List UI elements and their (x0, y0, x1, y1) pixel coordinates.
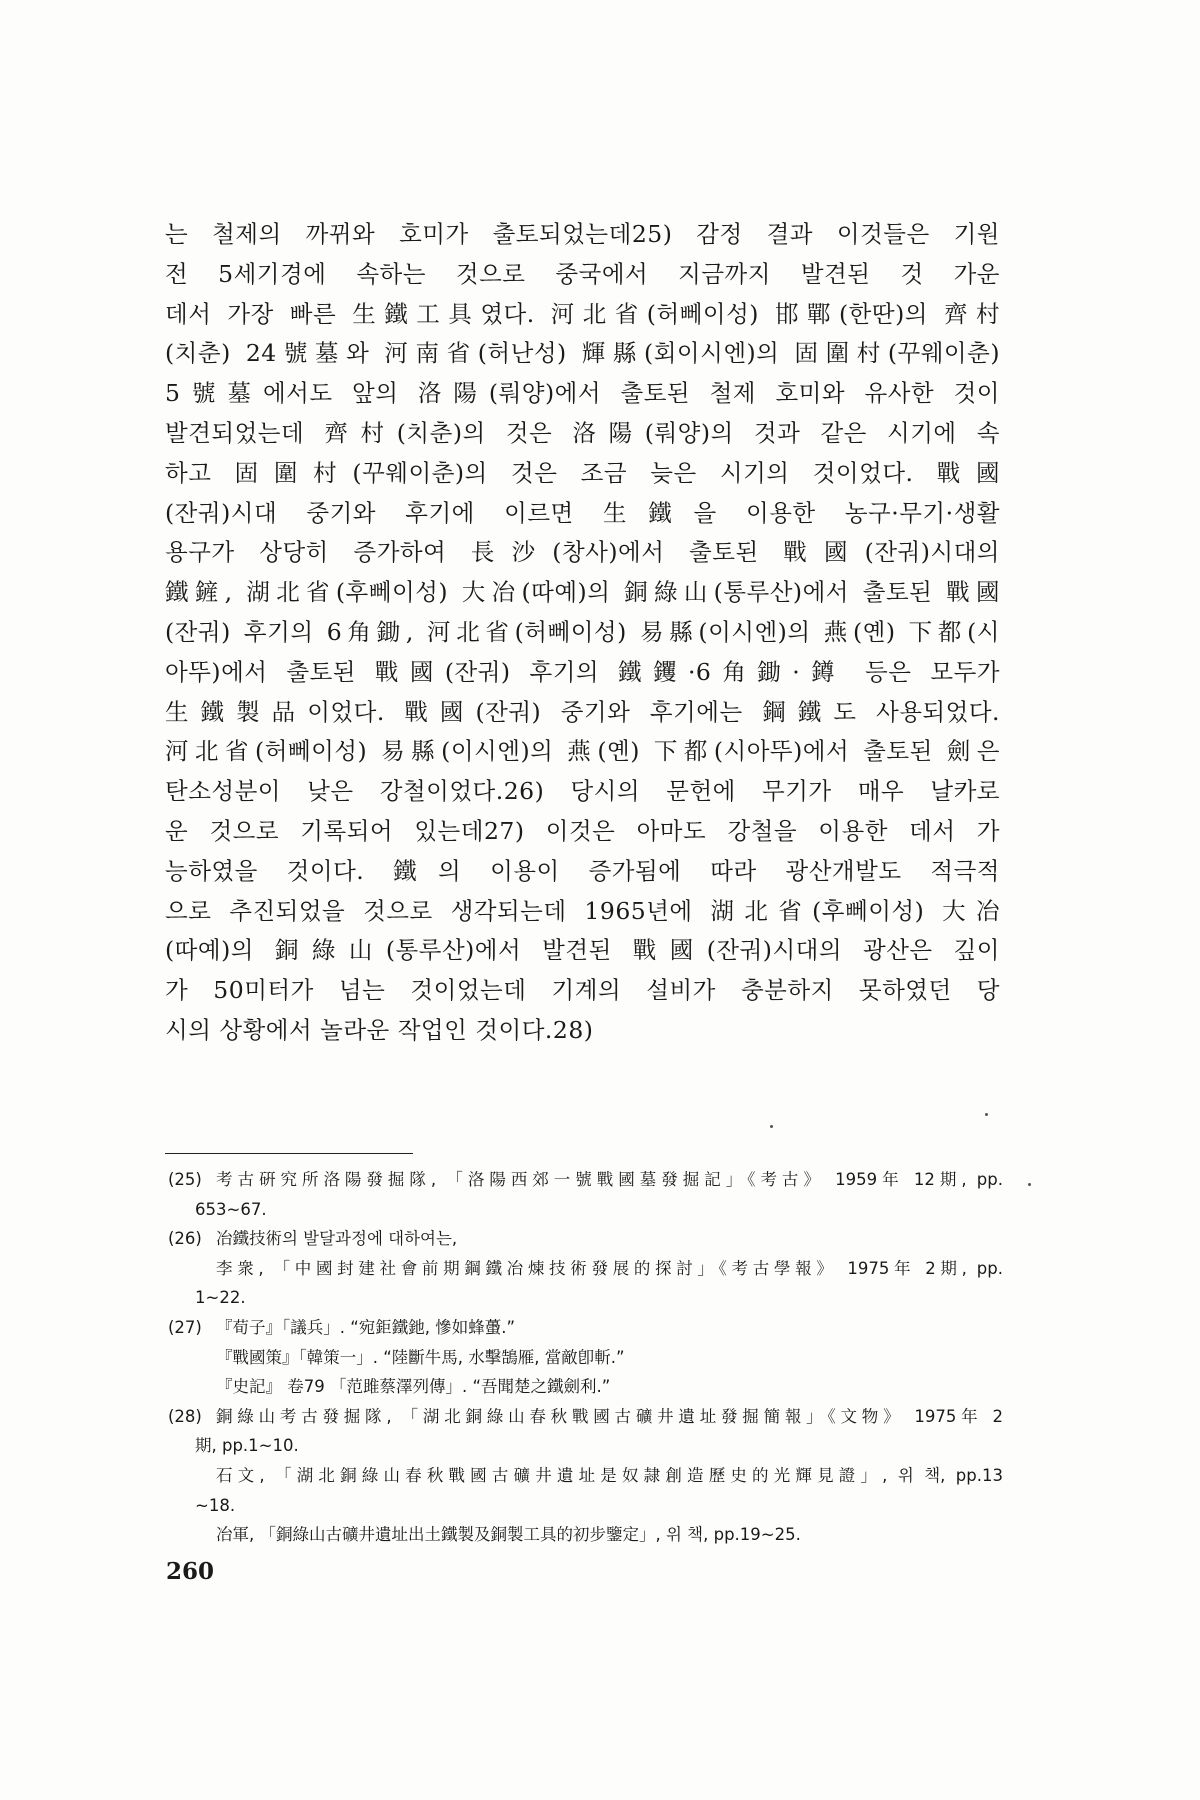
footnote-line (168, 1343, 1003, 1373)
footnote-text: 『史記』 卷79 「范雎蔡澤列傳」. “吾聞楚之鐵劍利.” (216, 1377, 611, 1397)
footnote-text: 冶軍, 「銅綠山古礦井遺址出土鐵製及銅製工具的初步鑒定」, 위 책, pp.19~25. (216, 1525, 801, 1545)
text-line: 아뚜)에서 출토된 戰國(잔궈) 후기의 鐵钁·6角鋤·鐏 등은 모두가 (165, 657, 1000, 686)
footnote-text: 考古硏究所洛陽發掘隊, 「洛陽西郊一號戰國墓發掘記」《考古》 1959年 12期, pp. (216, 1170, 1003, 1189)
footnote-number: (27) (168, 1317, 202, 1337)
footnote-line (168, 1224, 1003, 1254)
footnote-number: (28) (168, 1406, 202, 1426)
text-line: 발견되었는데 齊村(치춘)의 것은 洛陽(뤄양)의 것과 같은 시기에 속 (165, 418, 1000, 447)
footnote-text: 期, pp.1~10. (195, 1436, 299, 1456)
text-line: 河北省(허뻬이성) 易縣(이시엔)의 燕(옌) 下都(시아뚜)에서 출토된 劍은 (165, 737, 1000, 766)
text-line: 능하였을 것이다. 鐵의 이용이 증가됨에 따라 광산개발도 적극적 (165, 856, 1000, 885)
footnote-number: (25) (168, 1170, 202, 1189)
footnotes (168, 1165, 1003, 1550)
text-line: 으로 추진되었을 것으로 생각되는데 1965년에 湖北省(후뻬이성) 大冶 (165, 896, 1000, 925)
text-line: 전 5세기경에 속하는 것으로 중국에서 지금까지 발견된 것 가운 (165, 259, 1000, 288)
footnote-text: 1~22. (195, 1288, 246, 1308)
footnote-line (168, 1254, 1003, 1284)
footnote-text: ~18. (195, 1495, 236, 1515)
text-line: 용구가 상당히 증가하여 長沙(창사)에서 출토된 戰國(잔궈)시대의 (165, 538, 1000, 567)
text-line: 데서 가장 빠른 生鐵工具였다. 河北省(허뻬이성) 邯鄲(한딴)의 齊村 (165, 299, 1000, 328)
text-line: (따예)의 銅綠山(통루산)에서 발견된 戰國(잔궈)시대의 광산은 깊이 (165, 936, 1000, 965)
footnote-text: 石文, 「湖北銅綠山春秋戰國古礦井遺址是奴隷創造歷史的光輝見證」, 위 책, pp.13 (216, 1465, 1003, 1485)
footnote-line (168, 1195, 1003, 1225)
text-line: 운 것으로 기록되어 있는데27) 이것은 아마도 강철을 이용한 데서 가 (165, 816, 1000, 845)
footnote-text: 653~67. (195, 1199, 267, 1219)
footnote-line (168, 1491, 1003, 1521)
footnote-text: 『荀子』「議兵」. “宛鉅鐵釶, 慘如蜂蠆.” (216, 1317, 516, 1337)
scan-speck (1028, 1183, 1031, 1186)
page-number: 260 (166, 1558, 215, 1585)
footnote-line (168, 1520, 1003, 1550)
text-line: (잔궈)시대 중기와 후기에 이르면 生鐵을 이용한 농구·무기·생활 (165, 498, 1000, 527)
footnote-text: 『戰國策』「韓策一」. “陸斷牛馬, 水擊鵠雁, 當敵卽斬.” (216, 1347, 625, 1367)
footnote-divider (165, 1153, 413, 1154)
footnote-line (168, 1283, 1003, 1313)
scan-speck (770, 1125, 773, 1128)
footnote-line (168, 1431, 1003, 1461)
footnote-number: (26) (168, 1229, 202, 1249)
footnote-line (168, 1461, 1003, 1491)
text-line: (잔궈) 후기의 6角鋤, 河北省(허뻬이성) 易縣(이시엔)의 燕(옌) 下都(시 (165, 617, 1000, 646)
text-line: 生鐵製品이었다. 戰國(잔궈) 중기와 후기에는 鋼鐵도 사용되었다. (165, 697, 1000, 726)
footnote-line (168, 1372, 1003, 1402)
footnote-text: 李衆, 「中國封建社會前期鋼鐵冶煉技術發展的探討」《考古學報》 1975年 2期, pp. (216, 1258, 1003, 1278)
text-line-last: 시의 상황에서 놀라운 작업인 것이다.28) (165, 1015, 594, 1044)
text-line: 鐵鏟, 湖北省(후뻬이성) 大冶(따예)의 銅綠山(통루산)에서 출토된 戰國 (165, 578, 1000, 607)
text-line: (치춘) 24號墓와 河南省(허난성) 輝縣(회이시엔)의 固圍村(꾸웨이춘) (165, 339, 1000, 368)
footnote-line (168, 1165, 1003, 1195)
text-line: 가 50미터가 넘는 것이었는데 기계의 설비가 충분하지 못하였던 당 (165, 976, 1000, 1005)
text-line: 탄소성분이 낮은 강철이었다.26) 당시의 문헌에 무기가 매우 날카로 (165, 777, 1000, 806)
scan-speck (985, 1113, 988, 1116)
main-text (165, 215, 1000, 1051)
footnote-line (168, 1402, 1003, 1432)
footnote-text: 銅綠山考古發掘隊, 「湖北銅綠山春秋戰國古礦井遺址發掘簡報」《文物》 1975年 2 (216, 1406, 1003, 1426)
footnote-line (168, 1313, 1003, 1343)
footnote-text: 冶鐵技術의 발달과정에 대하여는, (216, 1229, 458, 1249)
text-line: 는 철제의 까뀌와 호미가 출토되었는데25) 감정 결과 이것들은 기원 (165, 220, 1000, 248)
text-line: 5號墓에서도 앞의 洛陽(뤄양)에서 출토된 철제 호미와 유사한 것이 (165, 379, 1000, 408)
text-line: 하고 固圍村(꾸웨이춘)의 것은 조금 늦은 시기의 것이었다. 戰國 (165, 458, 1000, 487)
